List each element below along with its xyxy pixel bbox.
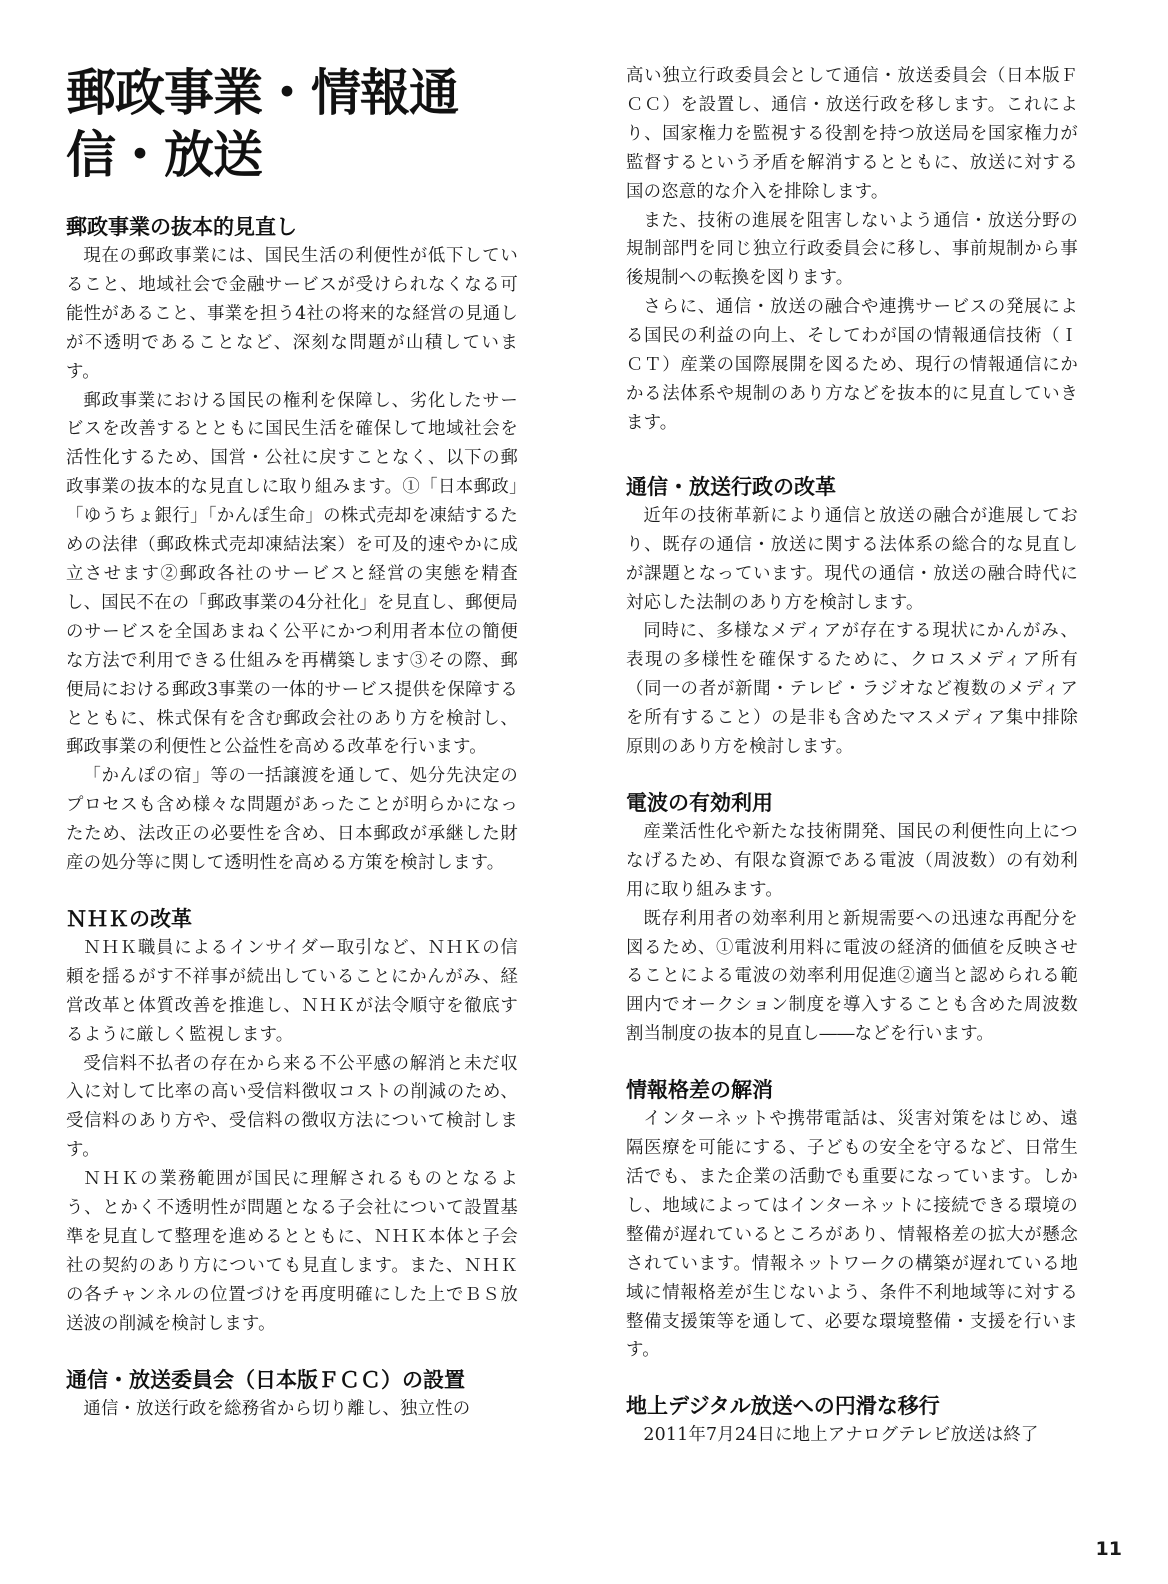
- section-heading: 通信・放送委員会（日本版ＦＣＣ）の設置: [66, 1367, 465, 1392]
- paragraph: ＮＨＫ職員によるインサイダー取引など、ＮＨＫの信頼を揺るがす不祥事が続出していることにかんがみ、経営改革と体質改善を推進し、ＮＨＫが法令順守を徹底するように厳しく監視します。: [66, 937, 518, 1045]
- section-heading: 電波の有効利用: [626, 790, 773, 815]
- page-title: 郵政事業・情報通信・放送: [66, 64, 458, 184]
- paragraph: 高い独立行政委員会として通信・放送委員会（日本版ＦＣＣ）を設置し、通信・放送行政を移します。これにより、国家権力を監視する役割を持つ放送局を国家権力が監督するという矛盾を解消するとともに、放送に対する国の恣意的な介入を排除します。: [626, 66, 1078, 202]
- section-digital-broadcast-transition: [626, 1391, 1078, 1450]
- paragraph: 現在の郵政事業には、国民生活の利便性が低下していること、地域社会で金融サービスが受けられなくなる可能性があること、事業を担う4社の将来的な経営の見通しが不透明であることなど、深刻な問題が山積しています。: [66, 246, 518, 382]
- right-column: [626, 62, 1078, 1476]
- section-nhk-reform: [66, 904, 518, 1339]
- section-heading: 情報格差の解消: [626, 1078, 773, 1103]
- paragraph: 2011年7月24日に地上アナログテレビ放送は終了: [643, 1425, 1039, 1446]
- paragraph: 既存利用者の効率利用と新規需要への迅速な再配分を図るため、①電波利用料に電波の経済的価値を反映させることによる電波の効率利用促進②適当と認められる範囲内でオークション制度を導入することも含めた周波数割当制度の抜本的見直し――などを行います。: [626, 908, 1078, 1045]
- paragraph: また、技術の進展を阻害しないよう通信・放送分野の規制部門を同じ独立行政委員会に移し、事前規制から事後規制への転換を図ります。: [626, 210, 1078, 289]
- paragraph: 近年の技術革新により通信と放送の融合が進展しており、既存の通信・放送に関する法体系の総合的な見直しが課題となっています。現代の通信・放送の融合時代に対応した法制のあり方を検討します。: [626, 505, 1078, 613]
- section-heading: 地上デジタル放送への円滑な移行: [626, 1394, 940, 1419]
- section-spectrum-use: [626, 788, 1078, 1049]
- section-fcc: [66, 1365, 518, 1424]
- paragraph: 同時に、多様なメディアが存在する現状にかんがみ、表現の多様性を確保するために、クロスメディア所有（同一の者が新聞・テレビ・ラジオなど複数のメディアを所有すること）の是非も含めたマスメディア集中排除原則のあり方を検討します。: [626, 621, 1078, 758]
- paragraph: 産業活性化や新たな技術開発、国民の利便性向上につなげるため、有限な資源である電波（周波数）の有効利用に取り組みます。: [626, 821, 1078, 900]
- paragraph: 受信料不払者の存在から来る不公平感の解消と未だ収入に対して比率の高い受信料徴収コストの削減のため、受信料のあり方や、受信料の徴収方法について検討します。: [66, 1053, 518, 1161]
- paragraph: 「かんぽの宿」等の一括譲渡を通して、処分先決定のプロセスも含め様々な問題があったことが明らかになったため、法改正の必要性を含め、日本郵政が承継した財産の処分等に関して透明性を高める方策を検討します。: [66, 766, 518, 874]
- paragraph: インターネットや携帯電話は、災害対策をはじめ、遠隔医療を可能にする、子どもの安全を守るなど、日常生活でも、また企業の活動でも重要になっています。しかし、地域によってはインターネットに接続できる環境の整備が遅れているところがあり、情報格差の拡大が懸念されています。情報ネットワークの構築が遅れている地域に情報格差が生じないよう、条件不利地域等に対する整備支援策等を通して、必要な環境整備・支援を行います。: [626, 1109, 1078, 1361]
- section-heading: 郵政事業の抜本的見直し: [66, 215, 297, 239]
- section-postal-review: [66, 212, 518, 878]
- section-digital-divide: [626, 1075, 1078, 1365]
- paragraph: さらに、通信・放送の融合や連携サービスの発展による国民の利益の向上、そしてわが国の情報通信技術（ＩＣＴ）産業の国際展開を図るため、現行の情報通信にかかる法体系や規制のあり方などを抜本的に見直していきます。: [626, 297, 1078, 433]
- section-fcc-continued: [626, 62, 1078, 438]
- section-heading: 通信・放送行政の改革: [626, 474, 836, 499]
- paragraph: ＮＨＫの業務範囲が国民に理解されるものとなるよう、とかく不透明性が問題となる子会社について設置基準を見直して整理を進めるとともに、ＮＨＫ本体と子会社の契約のあり方についても見直します。また、ＮＨＫの各チャンネルの位置づけを再度明確にした上でＢＳ放送波の削減を検討します。: [66, 1169, 518, 1334]
- section-broadcast-admin-reform: [626, 472, 1078, 762]
- paragraph: 通信・放送行政を総務省から切り離し、独立性の: [83, 1398, 471, 1419]
- page-number: 11: [1095, 1538, 1122, 1560]
- section-heading: ＮＨＫの改革: [66, 906, 192, 931]
- paragraph: 郵政事業における国民の権利を保障し、劣化したサービスを改善するとともに国民生活を確保して地域社会を活性化するため、国営・公社に戻すことなく、以下の郵政事業の抜本的な見直しに取り組みます。①「日本郵政」「ゆうちょ銀行」「かんぽ生命」の株式売却を凍結するための法律（郵政株式売却凍結法案）を可及的速やかに成立させます②郵政各社のサービスと経営の実態を精査し、国民不在の「郵政事業の4分社化」を見直し、郵便局のサービスを全国あまねく公平にかつ利用者本位の簡便な方法で利用できる仕組みを再構築します③その際、郵便局における郵政3事業の一体的サービス提供を保障するとともに、株式保有を含む郵政会社のあり方を検討し、郵政事業の利便性と公益性を高める改革を行います。: [66, 390, 518, 758]
- left-column: [66, 62, 518, 1450]
